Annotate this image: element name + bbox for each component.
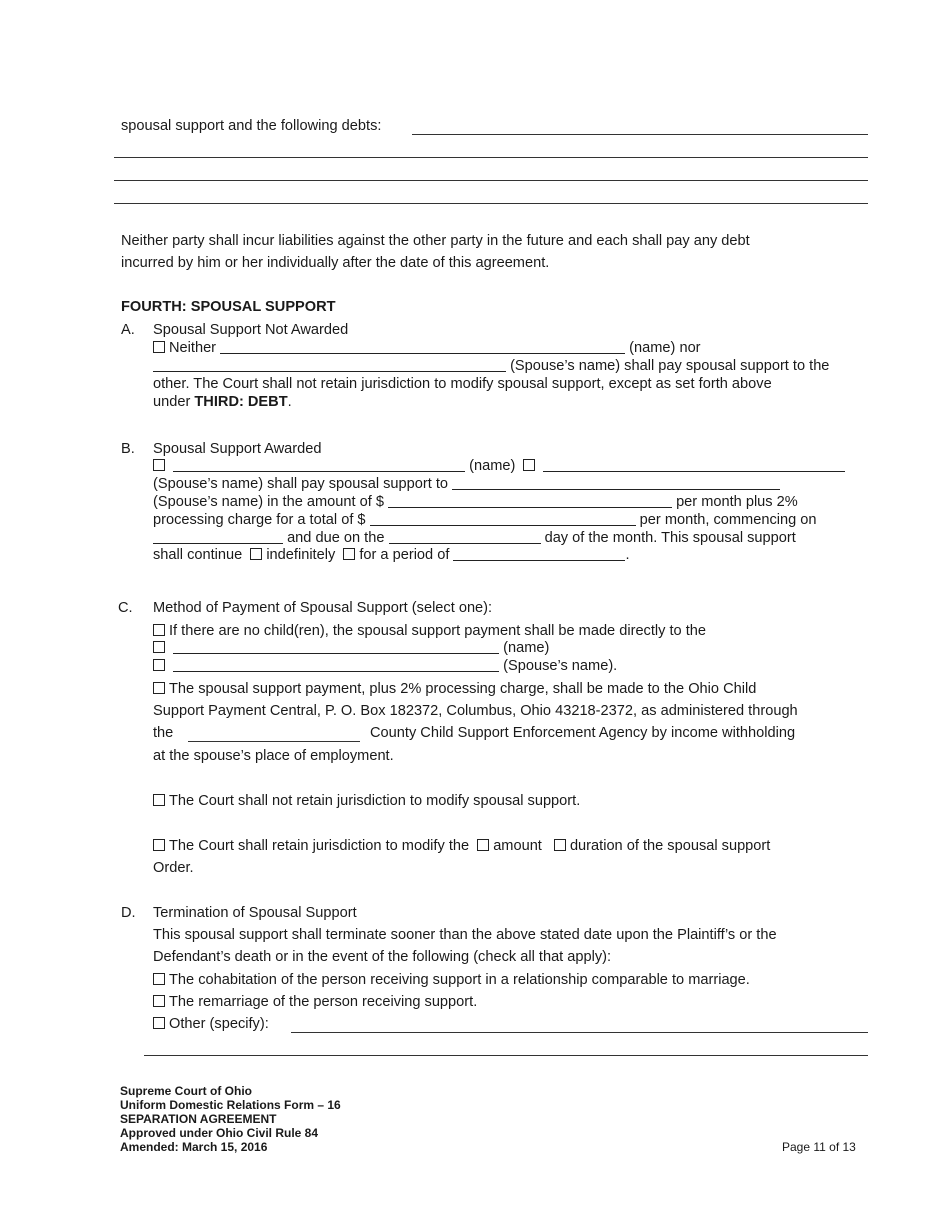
liabilities-text-2: incurred by him or her individually after the date of this agreement. xyxy=(121,255,550,271)
termination-text-1: This spousal support shall terminate sooner than the above stated date upon the Plaintiff’s or the xyxy=(153,927,777,943)
liabilities-text-1: Neither party shall incur liabilities against the other party in the future and each shall pay any debt xyxy=(121,233,750,249)
footer-amended: Amended: March 15, 2016 xyxy=(120,1140,268,1154)
footer-court: Supreme Court of Ohio xyxy=(120,1084,252,1098)
duration-label: duration of the spousal support xyxy=(569,838,771,854)
direct-name-checkbox[interactable] xyxy=(153,641,165,653)
not-retain-label: The Court shall not retain jurisdiction to modify spousal support. xyxy=(169,793,581,809)
direct-spouse-checkbox[interactable] xyxy=(153,659,165,671)
csp-text-1: The spousal support payment, plus 2% processing charge, shall be made to the Ohio Child xyxy=(169,681,757,697)
payer-name-blank-2[interactable] xyxy=(543,457,845,472)
b-text-2: (Spouse’s name) shall pay spousal support to xyxy=(153,476,449,492)
section-b-letter: B. xyxy=(121,441,135,457)
debts-label: spousal support and the following debts: xyxy=(121,118,382,134)
payer-name-blank-1[interactable] xyxy=(173,457,465,472)
direct-name-blank[interactable] xyxy=(173,639,499,654)
direct-spouse-label: (Spouse’s name). xyxy=(503,658,618,674)
other-checkbox[interactable] xyxy=(153,1017,165,1029)
not-retain-checkbox[interactable] xyxy=(153,794,165,806)
shall-continue-label: shall continue xyxy=(153,547,243,563)
neither-label: Neither xyxy=(169,340,217,356)
b-total-label: processing charge for a total of $ xyxy=(153,512,366,528)
direct-payment-label: If there are no child(ren), the spousal support payment shall be made directly to the xyxy=(169,623,707,639)
other-specify-line[interactable] xyxy=(291,1032,868,1033)
direct-payment-checkbox[interactable] xyxy=(153,624,165,636)
footer-form: Uniform Domestic Relations Form – 16 xyxy=(120,1098,341,1112)
spouse-shall-pay-label: (Spouse’s name) shall pay spousal support to the xyxy=(510,358,830,374)
name-label: (name) xyxy=(469,458,516,474)
amount-blank[interactable] xyxy=(388,493,672,508)
name-blank[interactable] xyxy=(220,339,625,354)
section-a-title: Spousal Support Not Awarded xyxy=(153,322,349,338)
section-c-letter: C. xyxy=(118,600,133,616)
for-period-label: for a period of xyxy=(359,547,450,563)
indefinitely-checkbox[interactable] xyxy=(250,548,262,560)
other-specify-line-2[interactable] xyxy=(144,1055,868,1056)
remarriage-label: The remarriage of the person receiving support. xyxy=(169,994,478,1010)
direct-spouse-blank[interactable] xyxy=(173,657,499,672)
county-blank[interactable] xyxy=(188,741,360,742)
section-a-letter: A. xyxy=(121,322,135,338)
amount-checkbox[interactable] xyxy=(477,839,489,851)
csp-text-3: County Child Support Enforcement Agency by income withholding xyxy=(370,725,796,741)
neither-checkbox[interactable] xyxy=(153,341,165,353)
spouse-name-blank[interactable] xyxy=(153,357,506,372)
other-label: Other (specify): xyxy=(169,1016,269,1032)
duration-checkbox[interactable] xyxy=(554,839,566,851)
section-b-title: Spousal Support Awarded xyxy=(153,441,322,457)
due-on-label: and due on the xyxy=(287,530,385,546)
retain-checkbox[interactable] xyxy=(153,839,165,851)
payee-name-blank[interactable] xyxy=(452,475,780,490)
section-a-text-3: other. The Court shall not retain jurisdiction to modify spousal support, except as set forth above xyxy=(153,376,772,392)
footer-approved: Approved under Ohio Civil Rule 84 xyxy=(120,1126,319,1140)
debts-input-line-3[interactable] xyxy=(114,180,868,181)
section-heading: FOURTH: SPOUSAL SUPPORT xyxy=(121,299,336,315)
b-amount-label: (Spouse’s name) in the amount of $ xyxy=(153,494,384,510)
commencing-date-blank[interactable] xyxy=(153,529,283,544)
payer-checkbox-1[interactable] xyxy=(153,459,165,471)
csp-text-4: at the spouse’s place of employment. xyxy=(153,748,394,764)
per-month-label: per month plus 2% xyxy=(676,494,798,510)
csp-checkbox[interactable] xyxy=(153,682,165,694)
period-blank[interactable] xyxy=(453,546,625,561)
period: . xyxy=(287,394,292,410)
name-nor-label: (name) nor xyxy=(629,340,701,356)
direct-name-label: (name) xyxy=(503,640,550,656)
page-number: Page 11 of 13 xyxy=(782,1140,856,1154)
payer-checkbox-2[interactable] xyxy=(523,459,535,471)
due-day-blank[interactable] xyxy=(389,529,541,544)
debts-input-line-2[interactable] xyxy=(114,157,868,158)
total-blank[interactable] xyxy=(370,511,636,526)
retain-label: The Court shall retain jurisdiction to modify the xyxy=(169,838,470,854)
section-c-title: Method of Payment of Spousal Support (select one): xyxy=(153,600,493,616)
termination-text-2: Defendant’s death or in the event of the following (check all that apply): xyxy=(153,949,612,965)
amount-label: amount xyxy=(493,838,542,854)
footer-title: SEPARATION AGREEMENT xyxy=(120,1112,277,1126)
cohabitation-label: The cohabitation of the person receiving support in a relationship comparable to marriage. xyxy=(169,972,750,988)
period: . xyxy=(625,547,630,563)
under-label: under xyxy=(153,394,191,410)
commencing-label: per month, commencing on xyxy=(639,512,817,528)
cohabitation-checkbox[interactable] xyxy=(153,973,165,985)
section-d-title: Termination of Spousal Support xyxy=(153,905,357,921)
period-checkbox[interactable] xyxy=(343,548,355,560)
indefinitely-label: indefinitely xyxy=(266,547,336,563)
order-label: Order. xyxy=(153,860,194,876)
debts-input-line-4[interactable] xyxy=(114,203,868,204)
debts-input-line-1[interactable] xyxy=(412,134,868,135)
day-of-month-label: day of the month. This spousal support xyxy=(544,530,796,546)
section-d-letter: D. xyxy=(121,905,136,921)
csp-text-2: Support Payment Central, P. O. Box 182372, Columbus, Ohio 43218-2372, as administered through xyxy=(153,703,798,719)
remarriage-checkbox[interactable] xyxy=(153,995,165,1007)
third-debt-ref: THIRD: DEBT xyxy=(194,394,288,410)
csp-the: the xyxy=(153,725,174,741)
